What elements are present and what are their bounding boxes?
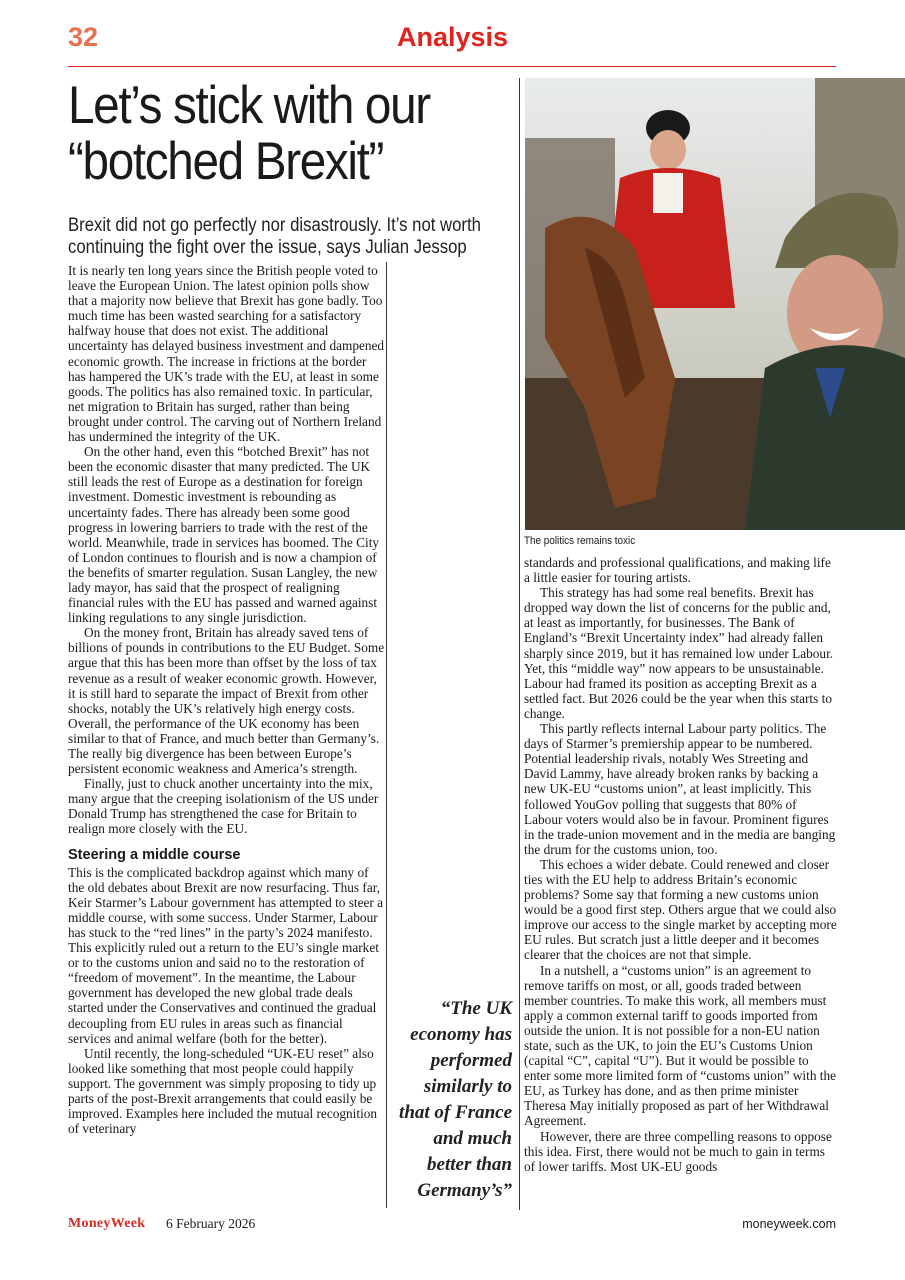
moneyweek-logo: MoneyWeek — [68, 1216, 146, 1231]
paragraph: Finally, just to chuck another uncertainty into the mix, many argue that the creeping isolationism of the US under Donald Trump has strengthened the case for Britain to realign more closely with the EU. — [68, 776, 379, 837]
section-title: Analysis — [396, 22, 509, 52]
paragraph: It is nearly ten long years since the British people voted to leave the European Union. The latest opinion polls show that a majority now believe that Brexit has gone badly. Too much time has been wasted searching for a satisfactory halfway house that does not exist. The additional uncertainty has delayed business investment and dampened economic growth. The increase in frictions at the border has hampered the UK’s trade with the EU, at least in some goods. The politics has also remained toxic. In particular, net migration to Britain has surged, rather than being brought under control. The carving out of Northern Ireland has undermined the integrity of the UK. — [68, 263, 385, 445]
paragraph: This strategy has had some real benefits. Brexit has dropped way down the list of concerns for the public and, at least as importantly, for businesses. The Bank of England’s “Brexit Uncertainty index” had already fallen sharply since 2019, but it has remained low under Labour. Yet, this “middle way” now appears to be unsustainable. Labour had framed its position as accepting Brexit as a settled fact. But 2026 could be the year when this starts to change. — [524, 585, 834, 721]
header-divider — [68, 66, 836, 67]
right-column — [524, 555, 838, 1174]
left-column — [68, 263, 386, 1136]
paragraph: This partly reflects internal Labour party politics. The days of Starmer’s premiership appear to be numbered. Potential leadership rivals, notably Wes Streeting and David Lammy, have already broken ranks by backing a new UK-EU “customs union”, at least implicitly. This followed YouGov polling that suggests that 80% of Labour voters would also be in favour. Prominent figures in the trade-union movement and in the media are banging the drum for the customs union, too. — [524, 721, 836, 857]
paragraph: This echoes a wider debate. Could renewed and closer ties with the EU help to address Britain’s economic problems? Some say that forming a new customs union would be a good first step. Others argue that we could also improve our access to the single market by accepting more EU rules. But scratch just a little deeper and it becomes clearer that the choices are not that simple. — [524, 856, 837, 963]
column-divider — [519, 78, 520, 1210]
paragraph: standards and professional qualifications, and making life a little easier for touring artists. — [524, 555, 831, 586]
page-number: 32 — [68, 22, 99, 52]
headline: Let’s stick with our “botched Brexit” — [68, 76, 430, 191]
issue-date: 6 February 2026 — [166, 1216, 256, 1231]
standfirst: Brexit did not go perfectly nor disastrously. It’s not worth continuing the fight over the issue, says Julian Jessop — [68, 215, 481, 258]
photo-caption: The politics remains toxic — [524, 535, 636, 547]
website-url: moneyweek.com — [742, 1217, 836, 1231]
column-divider — [386, 262, 387, 1208]
subheading: Steering a middle course — [68, 846, 241, 863]
article-photo — [525, 78, 905, 530]
paragraph: On the money front, Britain has already saved tens of billions of pounds in contributions to the EU Budget. Some argue that this has been more than offset by the loss of tax revenue as a result of weaker economic growth. However, it is still hard to separate the impact of Brexit from other shocks, notably the UK’s relatively high energy costs. Overall, the performance of the UK economy has been similar to that of France, and much better than Germany’s. The really big divergence has been between Europe’s persistent economic weakness and America’s strength. — [68, 625, 385, 777]
paragraph: Until recently, the long-scheduled “UK-EU reset” also looked like something that most people could happily support. The government was simply proposing to tidy up parts of the post-Brexit arrangements that could easily be improved. Examples here included the mutual recognition of veterinary — [68, 1045, 378, 1137]
paragraph: This is the complicated backdrop against which many of the old debates about Brexit are now resurfacing. Thus far, Keir Starmer’s Labour government has attempted to steer a middle course, with some success. Under Starmer, Labour has stuck to the “red lines” in the party’s 2024 manifesto. This explicitly ruled out a return to the EU’s single market or to the customs union and said no to the restoration of “freedom of movement”. In the meantime, the Labour government has developed the new global trade deals started under the Conservatives and continued the gradual decoupling from EU rules in areas such as financial services and animal welfare (both for the better). — [68, 864, 384, 1046]
pull-quote: “The UK economy has performed similarly to that of France and much better than Germany’s” — [399, 998, 512, 1201]
paragraph: On the other hand, even this “botched Brexit” has not been the economic disaster that many predicted. The UK still leads the rest of Europe as a destination for foreign investment. Domestic investment is rebounding as uncertainty fades. There has already been some good progress in lowering barriers to trade with the rest of the world. Meanwhile, trade in services has boomed. The City of London continues to flourish and is now a champion of the benefits of smarter regulation. Susan Langley, the new lady mayor, has said that the prospect of realigning financial rules with the EU has passed and warned against linking regulations to any single jurisdiction. — [68, 444, 380, 626]
paragraph: In a nutshell, a “customs union” is an agreement to remove tariffs on most, or all, goods traded between member countries. To make this work, all members must apply a common external tariff to goods imported from outside the union. It is not possible for a non-EU nation state, such as the UK, to join the EU’s Customs Union (capital “C”, capital “U”). But it would be possible to enter some more limited form of “customs union” with the EU, as Turkey has done, and as then prime minister Theresa May initially proposed as part of her Withdrawal Agreement. — [524, 962, 837, 1129]
paragraph: However, there are three compelling reasons to oppose this idea. First, there would not be much to gain in terms of lower tariffs. Most UK-EU goods — [524, 1128, 832, 1174]
